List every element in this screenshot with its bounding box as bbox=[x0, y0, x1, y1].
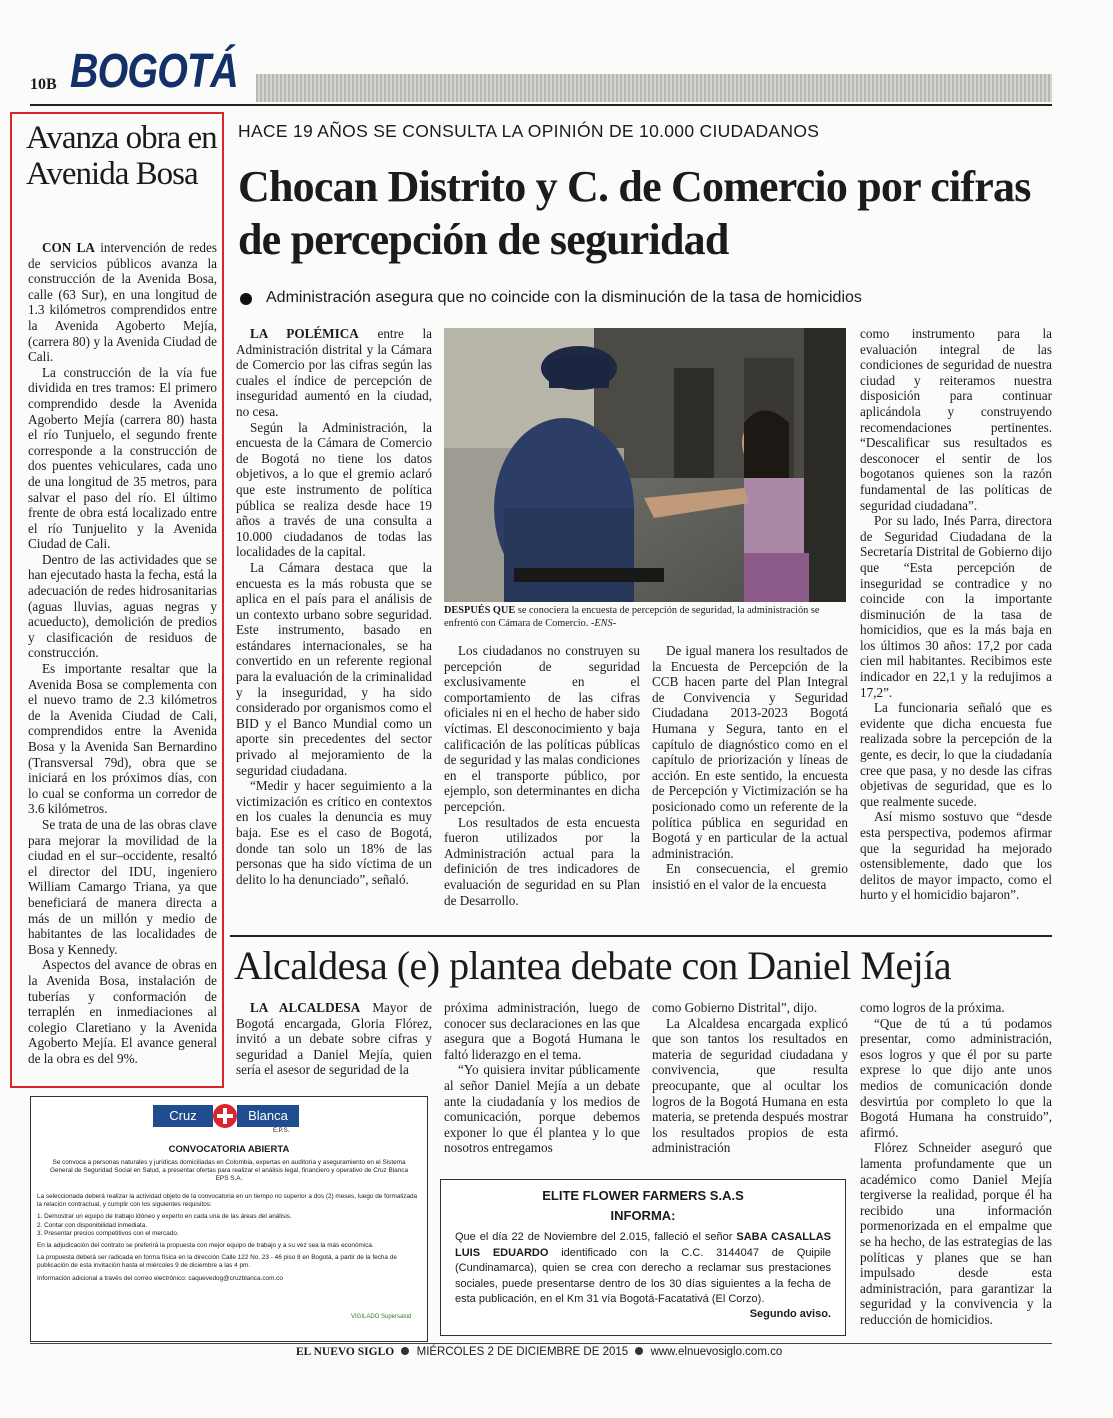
article2-c1p1: Mayor de Bogotá encargada, Gloria Flórez, invitó a un debate sobre cifras y seguridad a Daniel Mejía, quien sería el asesor de seguridad de la bbox=[236, 1000, 432, 1078]
header-bar bbox=[256, 74, 1052, 102]
article2-c2p2: “Yo quisiera invitar públicamente al señor Daniel Mejía a un debate ante la ciudadanía y los medios de comunicación, porque debemos exponer lo que él plantea y lo que nosotros entregamos bbox=[444, 1062, 640, 1156]
article-c4p4: Así mismo sostuvo que “desde esta perspectiva, podemos afirmar que la seguridad ha mejorado ostensiblemente, dado que los delitos de mayor impacto, como el hurto y el homicidio bajaron”. bbox=[860, 809, 1052, 903]
ad2-title: ELITE FLOWER FARMERS S.A.S bbox=[542, 1188, 744, 1203]
header-rule bbox=[30, 104, 1052, 106]
footer-bullet-icon bbox=[401, 1347, 409, 1355]
footer-paper: EL NUEVO SIGLO bbox=[296, 1346, 395, 1358]
article-col-1 bbox=[236, 326, 432, 887]
ad1-p5: Información adicional a través del correo electrónico: caquevedog@cruzblanca.com.co bbox=[37, 1274, 283, 1282]
article-c1p4: “Medir y hacer seguimiento a la victimización es crítico en contextos en los cuales la denuncia es muy baja. Ese es el caso de Bogotá, donde tan solo un 18% de las personas que ha sido víctima de un delito lo ha denunciado”, señaló. bbox=[236, 778, 432, 887]
ad1-req2: 2. Contar con disponibilidad inmediata. bbox=[37, 1221, 148, 1229]
article2-c4p1: como logros de la próxima. bbox=[860, 1000, 1005, 1015]
article-col-2 bbox=[444, 643, 640, 908]
footer-date: MIÉRCOLES 2 DE DICIEMBRE DE 2015 bbox=[416, 1346, 629, 1358]
ad-elite-flower bbox=[440, 1179, 846, 1336]
sidebar-lead: CON LA bbox=[42, 240, 95, 255]
section-rule bbox=[230, 935, 1052, 937]
ad1-req1: 1. Demostrar un equipo de trabajo idóneo y experto en cada una de las áreas del análisis. bbox=[37, 1213, 292, 1221]
logo-left: Cruz bbox=[153, 1105, 213, 1127]
article-lead: LA POLÉMICA bbox=[250, 326, 359, 341]
article-c3p1: De igual manera los resultados de la Encuesta de Percepción de la CCB hacen parte del Plan Integral de Convivencia y Seguridad Ciudadana 2013-2023 Bogotá Humana y Segura, tanto en el capítulo de diagnóstico como en el capítulo de priorización y líneas de acción. En este sentido, la encuesta de Percepción y Victimización se ha posicionado como un referente de la política pública en seguridad en Bogotá y en particular de la actual administración. bbox=[652, 643, 848, 861]
sidebar-p2: La construcción de la vía fue dividida en tres tramos: El primero comprendido desde la Avenida Agoberto Mejía (carrera 80) hasta el río Tunjuelo, el segundo frente corresponde a la construcción de dos puentes vehiculares, cada uno de una longitud de 35 metros, para salvar el paso del río. El último frente de obra está localizado entre el río Tunjuelito y la Avenida Ciudad de Cali. bbox=[28, 364, 217, 552]
sidebar-p1: intervención de redes de servicios públicos avanza la construcción de la Avenida Bosa, calle (63 Sur), en una longitud de 1.3 kilómetros comprendidos entre la Avenida Agoberto Mejía, (carrera 80) y la Avenida Ciudad de Cali. bbox=[28, 240, 217, 365]
footer-rule bbox=[30, 1343, 1052, 1344]
article2-c2p1: próxima administración, luego de conocer sus declaraciones en las que asegura que a Bogotá Humana le faltó liderazgo en el tema. bbox=[444, 1000, 640, 1062]
article-col-4 bbox=[860, 326, 1052, 903]
article-c2p2: Los resultados de esta encuesta fueron utilizados por la Administración actual para la definición de tres indicadores de evaluación de seguridad en su Plan de Desarrollo. bbox=[444, 814, 640, 908]
article2-c4p3: Flórez Schneider aseguró que lamenta profundamente que un académico como Daniel Mejía tergiverse la realidad, porque él ha recibido una información pormenorizada en el empalme que se ha hecho, de las estrategias de las políticas y planes que se han impulsado desde esta administración, para garantizar la seguridad y la convivencia y la reducción de homicidios. bbox=[860, 1140, 1052, 1327]
caption-text: se conociera la encuesta de percepción de seguridad, la administración se enfrentó con Cámara de Comercio. bbox=[444, 605, 820, 629]
logo-sub: E.P.S. bbox=[273, 1128, 290, 1134]
article2-c3p2: La Alcaldesa encargada explicó que son tantos los resultados en materia de seguridad ciudadana y convivencia, que resulta preocupante, que al ocultar los logros de la Bogotá Humana en esta materia, se pretenda después mostrar los resultados propios de esta administración bbox=[652, 1015, 848, 1156]
article2-headline: Alcaldesa (e) plantea debate con Daniel Mejía bbox=[234, 943, 952, 988]
ad1-intro: Se convoca a personas naturales y jurídicas domiciliadas en Colombia, expertas en auditoría y aseguramiento en el Sistema General de Seguridad Social en Salud, a presentar ofertas para realizar el análisis legal, financiero y operativo de Cruz Blanca EPS S.A. bbox=[49, 1159, 409, 1183]
photo-caption bbox=[444, 604, 849, 630]
news-photo bbox=[444, 328, 846, 602]
article2-c3p1: como Gobierno Distrital”, dijo. bbox=[652, 1000, 818, 1015]
article-kicker: HACE 19 AÑOS SE CONSULTA LA OPINIÓN DE 10.000 CIUDADANOS bbox=[238, 121, 820, 141]
ad2-t1: Que el día 22 de Noviembre del 2.015, falleció el señor bbox=[455, 1231, 737, 1243]
ad2-name: SABA CASALLAS LUIS EDUARDO bbox=[455, 1231, 831, 1259]
article-c4p3: La funcionaria señaló que es evidente que dicha encuesta fue realizada sobre la percepción de la gente, es decir, lo que la ciudadanía cree que pasa, y no desde las cifras objetivas de seguridad, que es lo que realmente sucede. bbox=[860, 700, 1052, 809]
article2-c4p2: “Que de tú a tú podamos presentar, como administración, esos logros y que él por su parte exprese lo que dijo ante unos medios de comunicación donde desvirtúa por completo lo que la Bogotá Humana ha construido”, afirmó. bbox=[860, 1015, 1052, 1140]
article-c1p3: La Cámara destaca que la encuesta es la más robusta que se aplica en el país para el análisis de un contexto urbano sobre seguridad. Este instrumento, basado en estándares internacionales, se ha convertido en un referente regional para la evaluación de la criminalidad y la inseguridad, y ha sido considerado por organismos como el BID y el Banco Mundial como un aporte sin precedentes del sector privado al mejoramiento de la seguridad ciudadana. bbox=[236, 559, 432, 778]
sidebar-p3: Dentro de las actividades que se han ejecutado hasta la fecha, está la adecuación de redes hidrosanitarias (aguas lluvias, aguas negras y acueducto), demolición de predios y clasificación de residuos de construcción. bbox=[28, 551, 217, 661]
page-number: 10B bbox=[30, 76, 57, 93]
ad1-body bbox=[37, 1193, 421, 1283]
article2-col-2 bbox=[444, 1000, 640, 1156]
ad1-title: CONVOCATORIA ABIERTA bbox=[168, 1144, 290, 1155]
sidebar-title: Avanza obra en Avenida Bosa bbox=[26, 120, 217, 192]
footer-url[interactable]: www.elnuevosiglo.com.co bbox=[650, 1346, 783, 1358]
sidebar-p4: Es importante resaltar que la Avenida Bosa se complementa con el nuevo tramo de 2.3 kilómetros de la Avenida Ciudad de Cali, comprendidos entre la Avenida Bosa y la Avenida San Bernardino (Transversal 79d), obra que se iniciará en los próximos días, con lo cual se conforma un corredor de 3.6 kilómetros. bbox=[28, 661, 217, 817]
article2-col-1 bbox=[236, 1000, 432, 1078]
article-headline: Chocan Distrito y C. de Comercio por cifras de percepción de seguridad bbox=[238, 162, 1031, 264]
article-c4p1: como instrumento para la evaluación integral de las condiciones de seguridad de nuestra ciudad y reiteramos nuestra disposición para continuar aplicándola y construyendo recomendaciones pertinentes. “Descalificar sus resultados es desconocer el sentir de los bogotanos quienes son la razón fundamental de las políticas de seguridad ciudadana”. bbox=[860, 326, 1052, 513]
ad1-req3: 3. Presentar precios competitivos con el mercado. bbox=[37, 1229, 179, 1237]
article-subhead: Administración asegura que no coincide con la disminución de la tasa de homicidios bbox=[266, 289, 862, 306]
cross-icon bbox=[213, 1104, 237, 1128]
logo-right: Blanca bbox=[237, 1105, 299, 1127]
sidebar-body bbox=[28, 240, 217, 1066]
article2-col-3 bbox=[652, 1000, 848, 1156]
ad-cruz-blanca bbox=[30, 1096, 428, 1342]
vigilado-logo: VIGILADO Supersalud bbox=[351, 1314, 412, 1320]
footer-bullet-icon bbox=[635, 1347, 643, 1355]
footer bbox=[296, 1346, 782, 1358]
article-c4p2: Por su lado, Inés Parra, directora de Seguridad Ciudadana de la Secretaría Distrital de Gobierno dijo que “Esta percepción de inseguridad se contradice y no coincide con la importante disminución de la tasa de homicidios, que es la más baja en los últimos 30 años: 17,2 por cada cien mil habitantes. Recibimos este indicador en 22,1 y la redujimos a 17,2”. bbox=[860, 513, 1052, 700]
ad1-p3: En la adjudicación del contrato se preferirá la propuesta con mejor equipo de trabajo y a su vez sea la más económica. bbox=[37, 1242, 374, 1250]
sidebar-p5: Se trata de una de las obras clave para mejorar la movilidad de la ciudad en el sur–occidente, resaltó el director del IDU, ingeniero William Camargo Triana, ya que beneficiará de manera directa a más de un millón y medio de habitantes de las localidades de Bosa y Kennedy. bbox=[28, 816, 217, 957]
caption-lead: DESPUÉS QUE bbox=[444, 605, 516, 616]
photo-illustration bbox=[444, 328, 846, 602]
article-col-3 bbox=[652, 643, 848, 893]
ad1-p4: La propuesta deberá ser radicada en forma física en la dirección Calle 122 No. 23 - 46 piso 8 en Bogotá, a partir de la fecha de publicación de esta invitación hasta el miércoles 9 de diciembre a las 4 pm. bbox=[37, 1254, 397, 1270]
article-c1p2: Según la Administración, la encuesta de la Cámara de Comercio de Bogotá no tiene los datos objetivos, a lo que el gremio aclaró que este instrumento de política pública se realiza desde hace 19 años a través de una consulta a 10.000 ciudadanos de todas las localidades de la capital. bbox=[236, 419, 432, 560]
article2-col-4 bbox=[860, 1000, 1052, 1327]
article-c2p1: Los ciudadanos no construyen su percepción de seguridad exclusivamente en el comportamiento de las cifras oficiales ni en el hecho de haber sido víctimas. El desconocimiento y baja calificación de las políticas públicas de seguridad y las malas condiciones en el transporte público, por ejemplo, son determinantes en dicha percepción. bbox=[444, 643, 640, 814]
caption-credit: -ENS- bbox=[590, 618, 617, 629]
cruz-blanca-logo bbox=[153, 1105, 303, 1134]
ad1-p2: La seleccionada deberá realizar la actividad objeto de la convocatoria en un tiempo no superior a dos (2) meses, luego de formalizada la relación contractual, y cumplir con los siguientes requisitos: bbox=[37, 1193, 418, 1209]
ad2-t2: identificado con la C.C. 3144047 de Quipile (Cundinamarca), quien se crea con derecho a reclamar sus prestaciones sociales, puede presentarse dentro de los 30 días siguientes a la fecha de esta publicación, en el Km 31 vía Bogotá-Facatativá (El Corzo). bbox=[455, 1246, 831, 1305]
section-title: BOGOTÁ bbox=[70, 45, 238, 98]
ad2-subtitle: INFORMA: bbox=[610, 1208, 676, 1223]
article-c3p2: En consecuencia, el gremio insistió en el valor de la encuesta bbox=[652, 861, 848, 892]
bullet-icon bbox=[240, 293, 252, 305]
article2-lead: LA ALCALDESA bbox=[250, 1000, 361, 1015]
sidebar-p6: Aspectos del avance de obras en la Avenida Bosa, instalación de tuberías y conformación de terraplén en inmediaciones al colegio Claretiano y la Avenida Agoberto Mejía. El avance general de la obra es del 9%. bbox=[28, 957, 217, 1066]
article-c1p1: entre la Administración distrital y la Cámara de Comercio por las cifras según las cuales el índice de percepción de inseguridad aumentó en la ciudad, no cesa. bbox=[236, 326, 433, 419]
ad2-notice: Segundo aviso. bbox=[749, 1308, 831, 1320]
ad2-body bbox=[455, 1230, 831, 1308]
